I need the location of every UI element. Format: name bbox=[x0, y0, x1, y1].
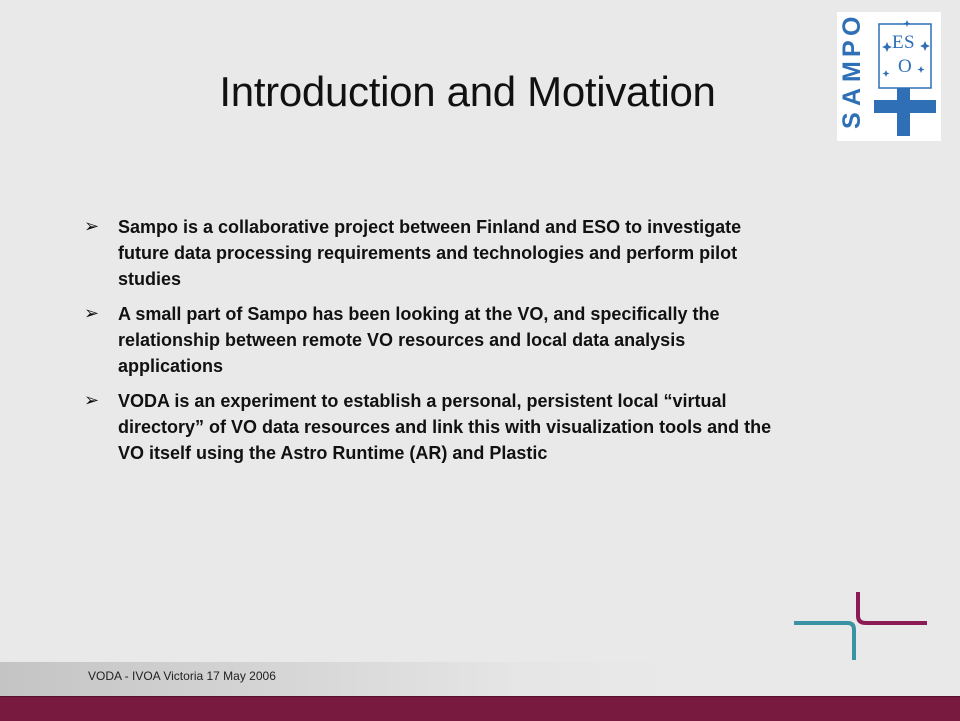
star-icon bbox=[904, 20, 911, 27]
bullet-text: VODA is an experiment to establish a personal, persistent local “virtual directory” of VO data resources and link this with visualization tools and the VO itself using the Astro Runtime (AR) and Plastic bbox=[118, 391, 772, 463]
footer-text: VODA - IVOA Victoria 17 May 2006 bbox=[88, 669, 276, 683]
eso-letter-e: E bbox=[892, 32, 904, 53]
star-icon bbox=[920, 41, 930, 51]
arrow-bullet-icon: ➢ bbox=[84, 216, 100, 237]
bullet-item bbox=[84, 301, 774, 379]
sampo-logo bbox=[837, 12, 941, 141]
sampo-letter-m: M bbox=[838, 61, 866, 82]
eso-letter-o: O bbox=[898, 56, 912, 77]
bullet-item bbox=[84, 214, 774, 292]
csc-purple-curve bbox=[858, 592, 927, 623]
slide-title: Introduction and Motivation bbox=[219, 68, 716, 115]
arrow-bullet-icon: ➢ bbox=[84, 390, 100, 411]
star-icon bbox=[882, 42, 892, 52]
bottom-bar bbox=[0, 696, 960, 721]
cross-vertical bbox=[897, 88, 910, 136]
sampo-letter-o: O bbox=[838, 16, 866, 36]
csc-teal-curve bbox=[794, 623, 854, 660]
bullet-item bbox=[84, 388, 774, 466]
sampo-letter-s: S bbox=[838, 112, 866, 129]
sampo-letter-a: A bbox=[838, 87, 866, 106]
arrow-bullet-icon: ➢ bbox=[84, 303, 100, 324]
star-icon bbox=[883, 70, 890, 77]
sampo-logo-graphic bbox=[837, 12, 941, 141]
eso-letter-s: S bbox=[904, 32, 915, 53]
bullet-text: Sampo is a collaborative project between Finland and ESO to investigate future data processing requirements and technologies and perform pilot studies bbox=[118, 217, 742, 289]
star-icon bbox=[918, 66, 925, 73]
sampo-letter-p: P bbox=[838, 40, 866, 57]
bullet-list bbox=[84, 214, 774, 475]
bullet-text: A small part of Sampo has been looking at the VO, and specifically the relationship between remote VO resources and local data analysis applications bbox=[118, 304, 720, 376]
